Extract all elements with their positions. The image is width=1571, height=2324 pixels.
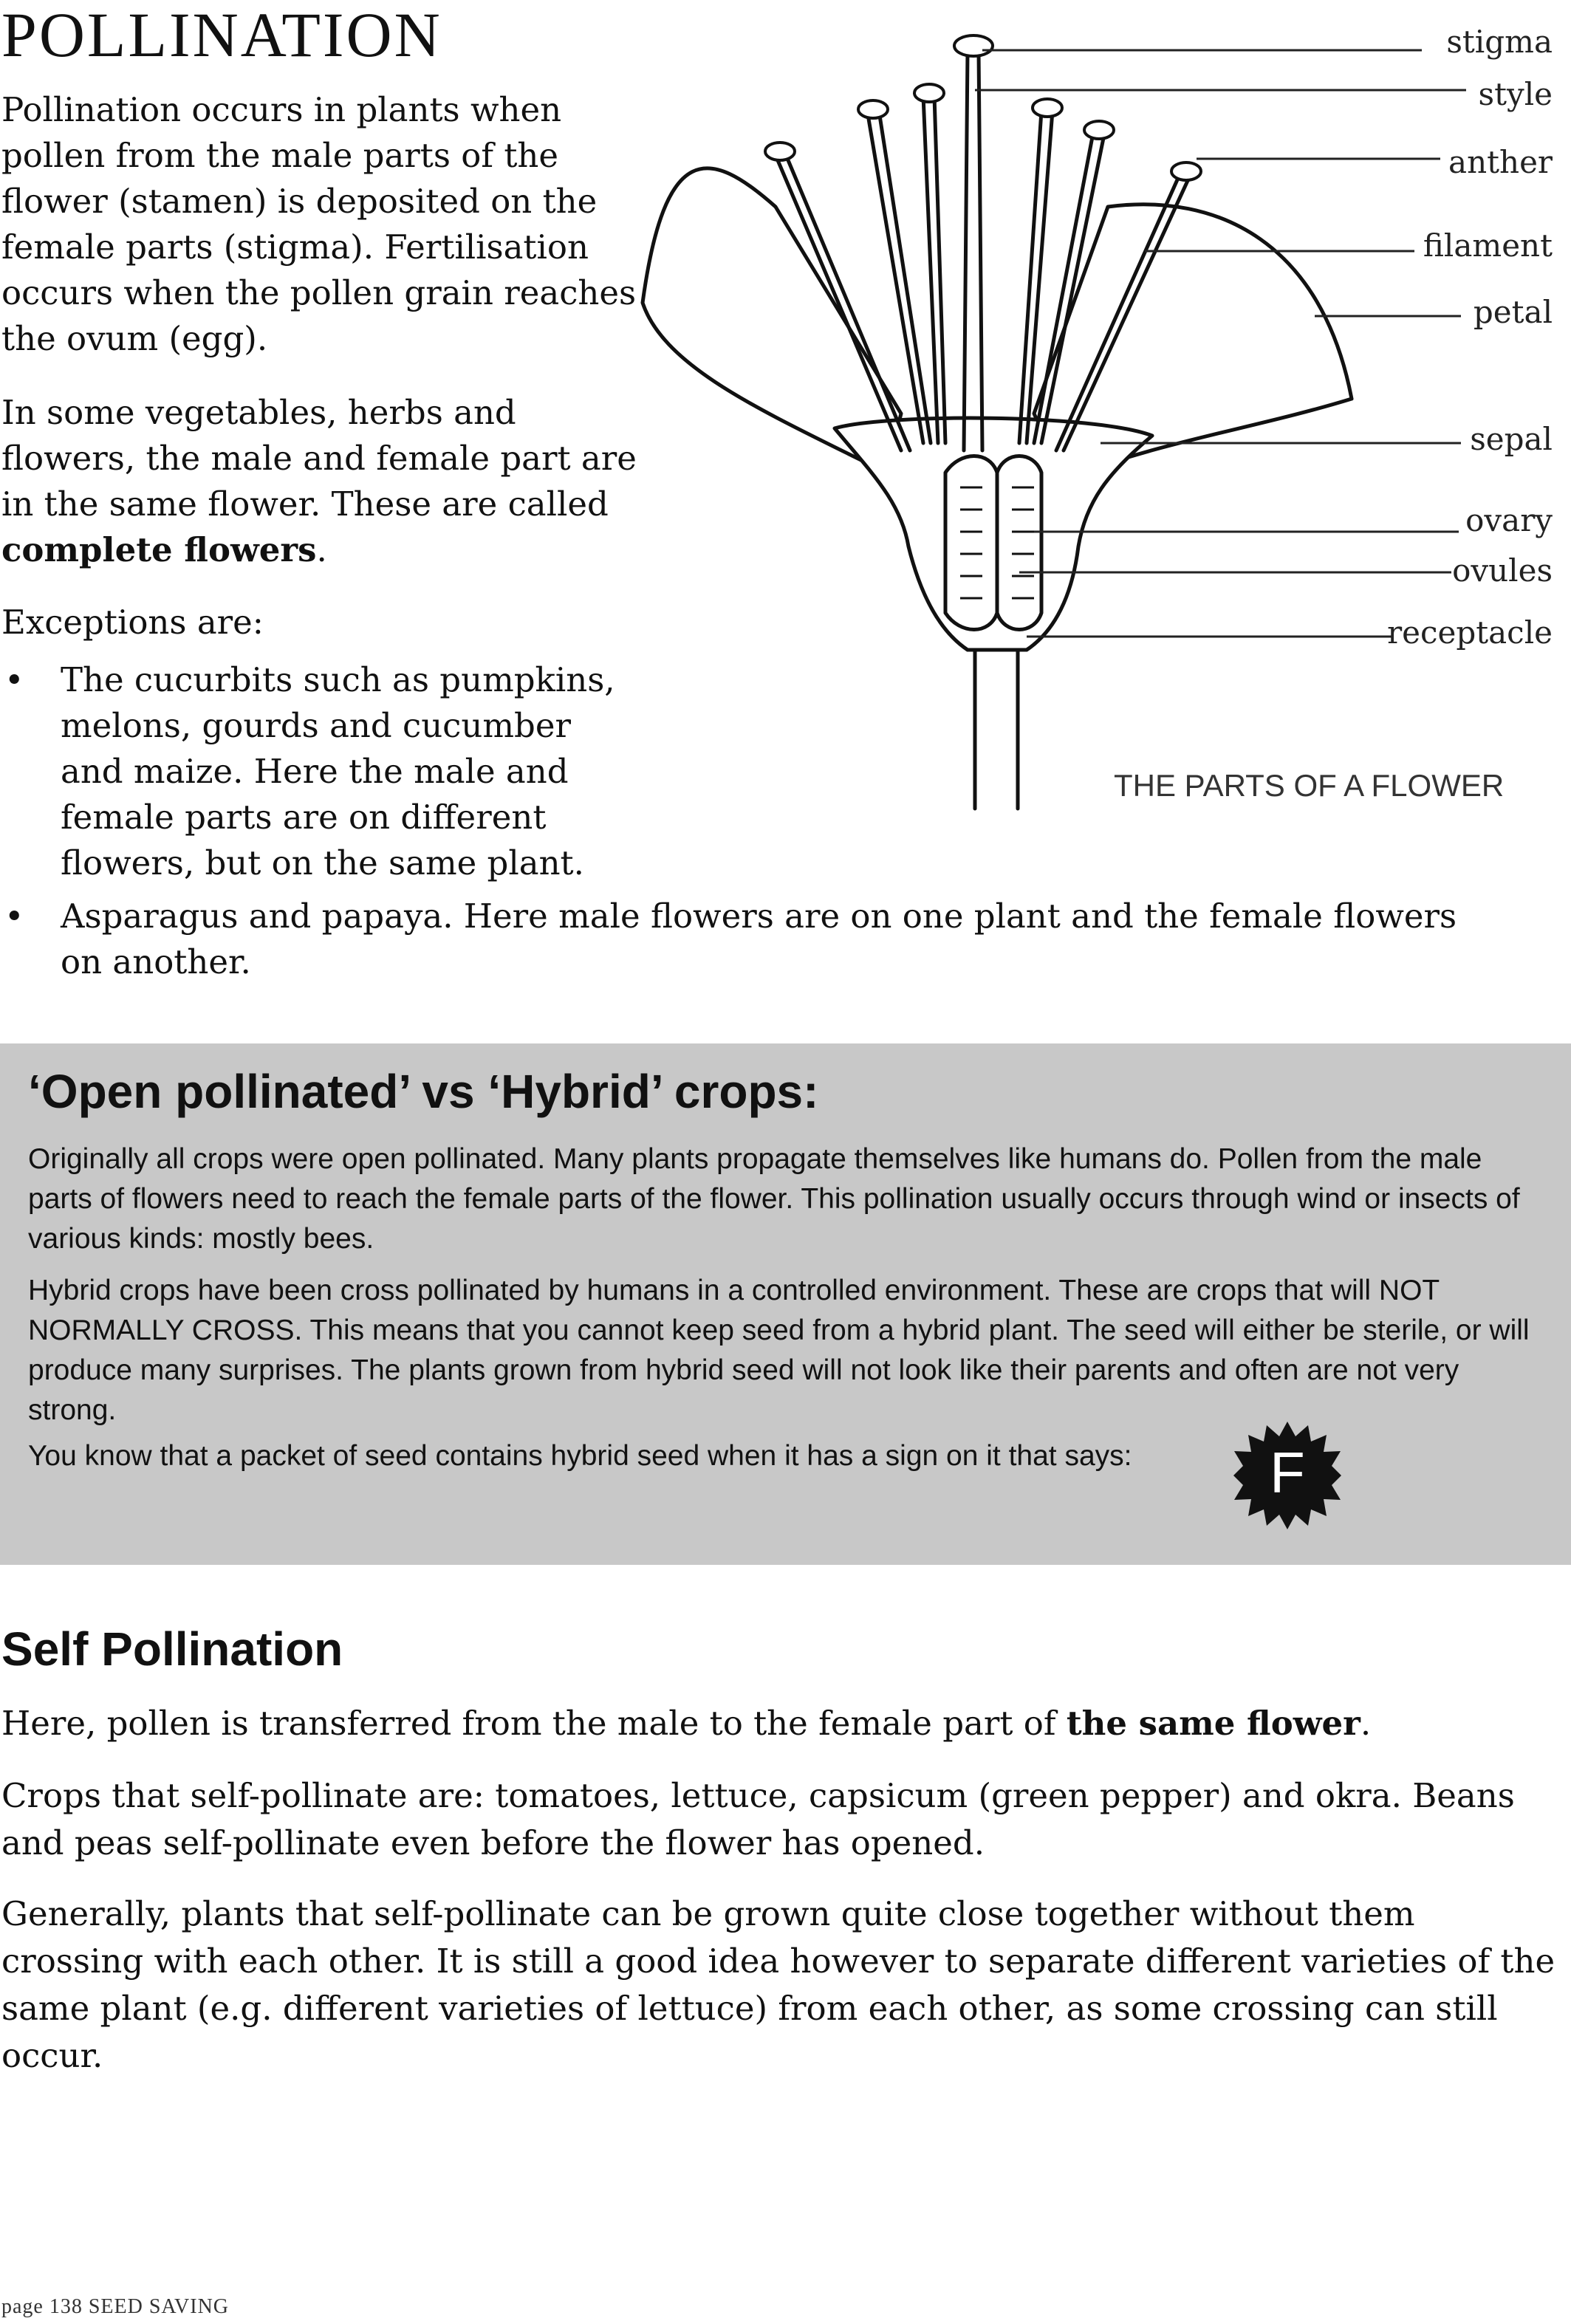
- self-p1-end: .: [1360, 1704, 1372, 1743]
- badge-letter: F: [1270, 1440, 1305, 1505]
- diagram-caption: THE PARTS OF A FLOWER: [1114, 768, 1505, 803]
- ovary-shape: [945, 456, 997, 630]
- label-receptacle: receptacle: [1387, 614, 1553, 651]
- self-paragraph-1: [1, 1700, 1560, 1747]
- exceptions-list-2: [0, 894, 1485, 985]
- stem-shape: [975, 650, 1018, 809]
- hybrid-paragraph-2: Hybrid crops have been cross pollinated by humans in a controlled environment. These are crops that will NOT NORMALLY CROSS. This means that you cannot keep seed from a hybrid plant. The seed will either be sterile, or will produce many surprises. The plants grown from hybrid seed will not look like their parents and often are not very strong.: [28, 1275, 1530, 1426]
- hybrid-paragraph-1: Originally all crops were open pollinated. Many plants propagate themselves like humans do. Pollen from the male parts of flowers need to reach the female parts of the flower. This pollination usually occurs through wind or insects of various kinds: mostly bees.: [28, 1143, 1520, 1255]
- complete-flowers-term: complete flowers: [1, 530, 317, 569]
- label-ovules: ovules: [1452, 552, 1553, 589]
- f1-starburst-icon: [1232, 1420, 1343, 1531]
- ovary-shape-right: [997, 456, 1041, 630]
- hybrid-info-box: [0, 1043, 1571, 1565]
- same-flower-term: the same flower: [1066, 1704, 1360, 1743]
- hybrid-paragraph-3: You know that a packet of seed contains hybrid seed when it has a sign on it that says:: [28, 1440, 1132, 1472]
- exception-cucurbits: • The cucurbits such as pumpkins, melons, gourds and cucumber and maize. Here the male and female parts are on different flowers, but on the same plant.: [0, 657, 643, 886]
- label-style: style: [1478, 76, 1553, 112]
- label-filament: filament: [1423, 227, 1553, 264]
- flower-diagram: [0, 0, 1571, 842]
- page-footer: page 138 SEED SAVING: [1, 2295, 230, 2318]
- intro-p2-text: In some vegetables, herbs and flowers, the male and female part are in the same flower. These are called: [1, 393, 637, 524]
- label-petal: petal: [1473, 294, 1553, 330]
- hybrid-box-title: ‘Open pollinated’ vs ‘Hybrid’ crops:: [28, 1065, 819, 1118]
- self-pollination-title: Self Pollination: [1, 1622, 343, 1676]
- intro-paragraph-1: Pollination occurs in plants when pollen from the male parts of the flower (stamen) is deposited on the female parts (stigma). Fertilisation occurs when the pollen grain reaches the ovum (egg).: [1, 90, 637, 358]
- label-ovary: ovary: [1465, 502, 1553, 538]
- label-stigma: stigma: [1446, 24, 1553, 60]
- stigma-head: [954, 35, 993, 56]
- self-paragraph-3: Generally, plants that self-pollinate can be grown quite close together without them crossing with each other. It is still a good idea however to separate different varieties of the same plant (e.g. different varieties of lettuce) from each other, as some crossing can still occur.: [1, 1894, 1555, 2075]
- self-paragraph-2: Crops that self-pollinate are: tomatoes, lettuce, capsicum (green pepper) and okra. Beans and peas self-pollinate even before the flower has opened.: [1, 1776, 1515, 1862]
- self-p1-text: Here, pollen is transferred from the male to the female part of: [1, 1704, 1067, 1743]
- page-title: POLLINATION: [1, 0, 442, 70]
- intro-p2-end: .: [316, 530, 327, 569]
- label-sepal: sepal: [1470, 421, 1553, 457]
- label-anther: anther: [1448, 144, 1553, 180]
- exceptions-label: Exceptions are:: [1, 603, 264, 642]
- exception-asparagus: • Asparagus and papaya. Here male flowers are on one plant and the female flowers on another.: [0, 894, 1485, 985]
